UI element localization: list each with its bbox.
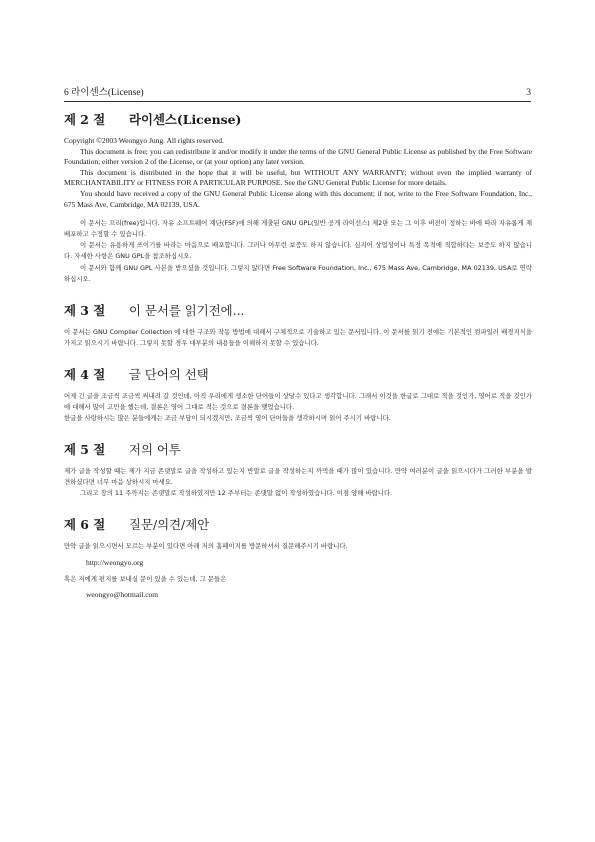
body-paragraph: 이 문서는 GNU Compiler Collection 에 대한 구조와 작동 방법에 대해서 구체적으로 기술하고 있는 문서입니다. 이 문서를 읽기 전에는 기본적인 컴파일러 배경지식을 가지고 읽으시기 바랍니다. 그렇지 못할 경우 대부분의 내용들을 이해하지 못할 수 있습니다. bbox=[64, 327, 532, 347]
section-heading-tone bbox=[64, 442, 532, 458]
section-title: 이 문서를 읽기전에... bbox=[129, 302, 245, 318]
page-content bbox=[64, 112, 532, 606]
header-chapter-title: 6 라이센스(License) bbox=[64, 88, 144, 98]
copyright-line: Copyright ©2003 Weongyo Jung. All rights reserved. bbox=[64, 136, 224, 145]
section-number: 제 6 절 bbox=[64, 517, 106, 533]
section-number: 제 4 절 bbox=[64, 366, 106, 382]
section-title: 질문/의견/제안 bbox=[129, 517, 210, 533]
license-paragraph: You should have received a copy of the GNU General Public License along with this document; if not, write to the Free Software Foundation, Inc., 675 Mass Ave, Cambridge, MA 02139, USA. bbox=[64, 188, 532, 209]
section-heading-license bbox=[64, 112, 532, 128]
body-paragraph: 그리고 장의 11 주까지는 존댓말로 작성하였지만 12 주부터는 존댓말 없이 작성하였습니다. 이점 양해 바랍니다. bbox=[80, 489, 393, 498]
section-heading-questions bbox=[64, 517, 532, 533]
license-paragraph-korean: 이 문서와 함께 GNU GPL 사본을 받으셨을 것입니다. 그렇지 않다면 Free Software Foundation, Inc., 675 Mass Ave, Cambridge, MA 02139, USA로 연락하십시오. bbox=[64, 263, 532, 283]
section-heading-before-reading bbox=[64, 303, 532, 319]
license-paragraph: This document is distributed in the hope that it will be useful, but WITHOUT ANY WARRANTY; without even the implied warranty of MERCHANTABILITY or FITNESS FOR A PARTICULAR PURPOSE. See the GNU General Public License for more details. bbox=[64, 167, 532, 188]
page-number: 3 bbox=[526, 88, 531, 98]
body-paragraph: 혹은 저에게 편지를 보내실 문이 있을 수 있는데, 그 문들은 bbox=[64, 574, 227, 583]
body-paragraph: 한글을 사랑하시는 많은 분들에게는 조금 부담이 되시겠지만, 조금씩 영어 단어들을 생각하시며 읽어 주시기 바랍니다. bbox=[64, 414, 391, 423]
section-number: 제 5 절 bbox=[64, 442, 106, 458]
body-paragraph: 제가 글을 작성할 때는 제가 지금 존댓말로 글을 작성하고 있는지 반말로 글을 작성하는지 까먹을 때가 많이 있습니다. 만약 여러분이 글을 읽으시다가 그러한 부분을 발견하셨다면 너무 마음 상하시지 마세요. bbox=[64, 467, 532, 487]
section-title: 글 단어의 선택 bbox=[129, 366, 209, 382]
section-title: 라이센스(License) bbox=[129, 112, 242, 127]
section-number: 제 3 절 bbox=[64, 302, 106, 318]
license-paragraph-korean: 이 문서는 프리(free)입니다. 자유 소프트웨어 재단(FSF)에 의해 게출된 GNU GPL(일반 공개 라이선스) 제2판 또는 그 이후 버전이 정하는 바에 따라 자유롭게 재배포하고 수정할 수 있습니다. bbox=[64, 219, 532, 239]
section-title: 저의 어투 bbox=[129, 442, 181, 458]
running-header bbox=[64, 88, 531, 102]
homepage-url: http://weongyo.org bbox=[86, 557, 144, 567]
license-paragraph: This document is free; you can redistribute it and/or modify it under the terms of the GNU General Public License as published by the Free Software Foundation; either version 2 of the License, or (at your option) any later version. bbox=[64, 146, 532, 167]
spacer bbox=[64, 210, 532, 218]
body-paragraph: 만약 글을 읽으시면서 모르는 부분이 있다면 아래 저의 홈페이지를 방문하셔서 질문해주시기 바랍니다. bbox=[64, 542, 348, 551]
body-paragraph: 어제 긴 글을 조금씩 조금씩 써내려 갈 것인데, 아직 우리에게 생소한 단어들이 상당수 있다고 생각합니다. 그래서 이것을 한글로 그대로 적을 것인가, 영어로 적을 것인가에 대해서 많이 고민을 했는데, 결론은 영어 그대로 적는 것으로 결론을 맺었습니다. bbox=[64, 391, 532, 411]
section-number: 제 2 절 bbox=[64, 112, 106, 127]
license-paragraph-korean: 이 문서는 유용하게 쓰이기를 바라는 마음으로 배포합니다. 그러나 아무런 보증도 하지 않습니다. 심지어 상업성이나 특정 목적에 적합하다는 보증도 하지 않습니다. 자세한 사항은 GNU GPL을 참조하십시오. bbox=[64, 241, 532, 261]
section-heading-word-choice bbox=[64, 367, 532, 383]
contact-email: weongyo@hotmail.com bbox=[86, 589, 159, 599]
